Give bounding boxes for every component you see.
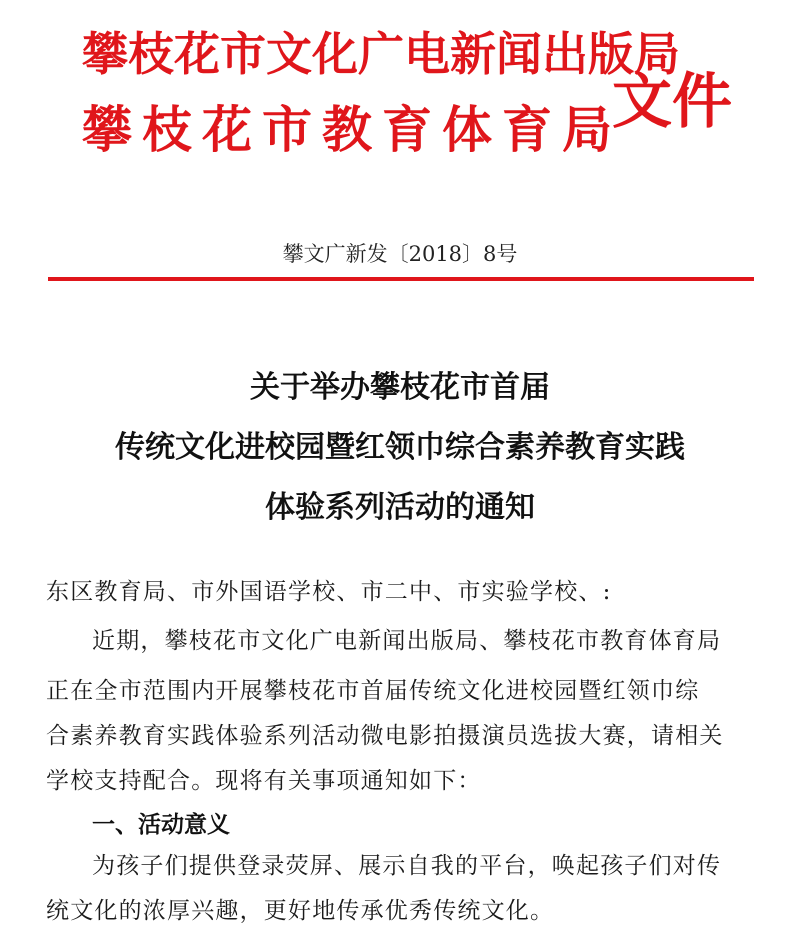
paragraph-1-line: 合素养教育实践体验系列活动微电影拍摄演员选拔大赛，请相关 bbox=[46, 723, 724, 749]
issuer-line-2: 攀枝花市教育体育局 bbox=[82, 101, 622, 159]
notice-title-line-3: 体验系列活动的通知 bbox=[265, 490, 535, 525]
notice-title-line-1: 关于举办攀枝花市首届 bbox=[250, 370, 550, 405]
paragraph-1-line: 正在全市范围内开展攀枝花市首届传统文化进校园暨红领巾综 bbox=[46, 678, 700, 704]
paragraph-2-line: 为孩子们提供登录荧屏、展示自我的平台，唤起孩子们对传 bbox=[92, 853, 722, 879]
document-number: 攀文广新发〔2018〕8号 bbox=[282, 242, 518, 266]
paragraph-1-line: 近期，攀枝花市文化广电新闻出版局、攀枝花市教育体育局 bbox=[92, 628, 722, 654]
paragraph-2-line: 统文化的浓厚兴趣，更好地传承优秀传统文化。 bbox=[46, 898, 555, 924]
document-type-label: 文件 bbox=[612, 67, 732, 137]
section-1-heading: 一、活动意义 bbox=[92, 812, 230, 838]
recipients-line: 东区教育局、市外国语学校、市二中、市实验学校、: bbox=[46, 579, 612, 605]
issuer-line-1: 攀枝花市文化广电新闻出版局 bbox=[82, 27, 680, 81]
red-divider-rule bbox=[48, 277, 754, 281]
paragraph-1-line: 学校支持配合。现将有关事项通知如下： bbox=[46, 768, 482, 794]
document-header bbox=[0, 0, 800, 230]
notice-title-line-2: 传统文化进校园暨红领巾综合素养教育实践 bbox=[115, 430, 685, 465]
